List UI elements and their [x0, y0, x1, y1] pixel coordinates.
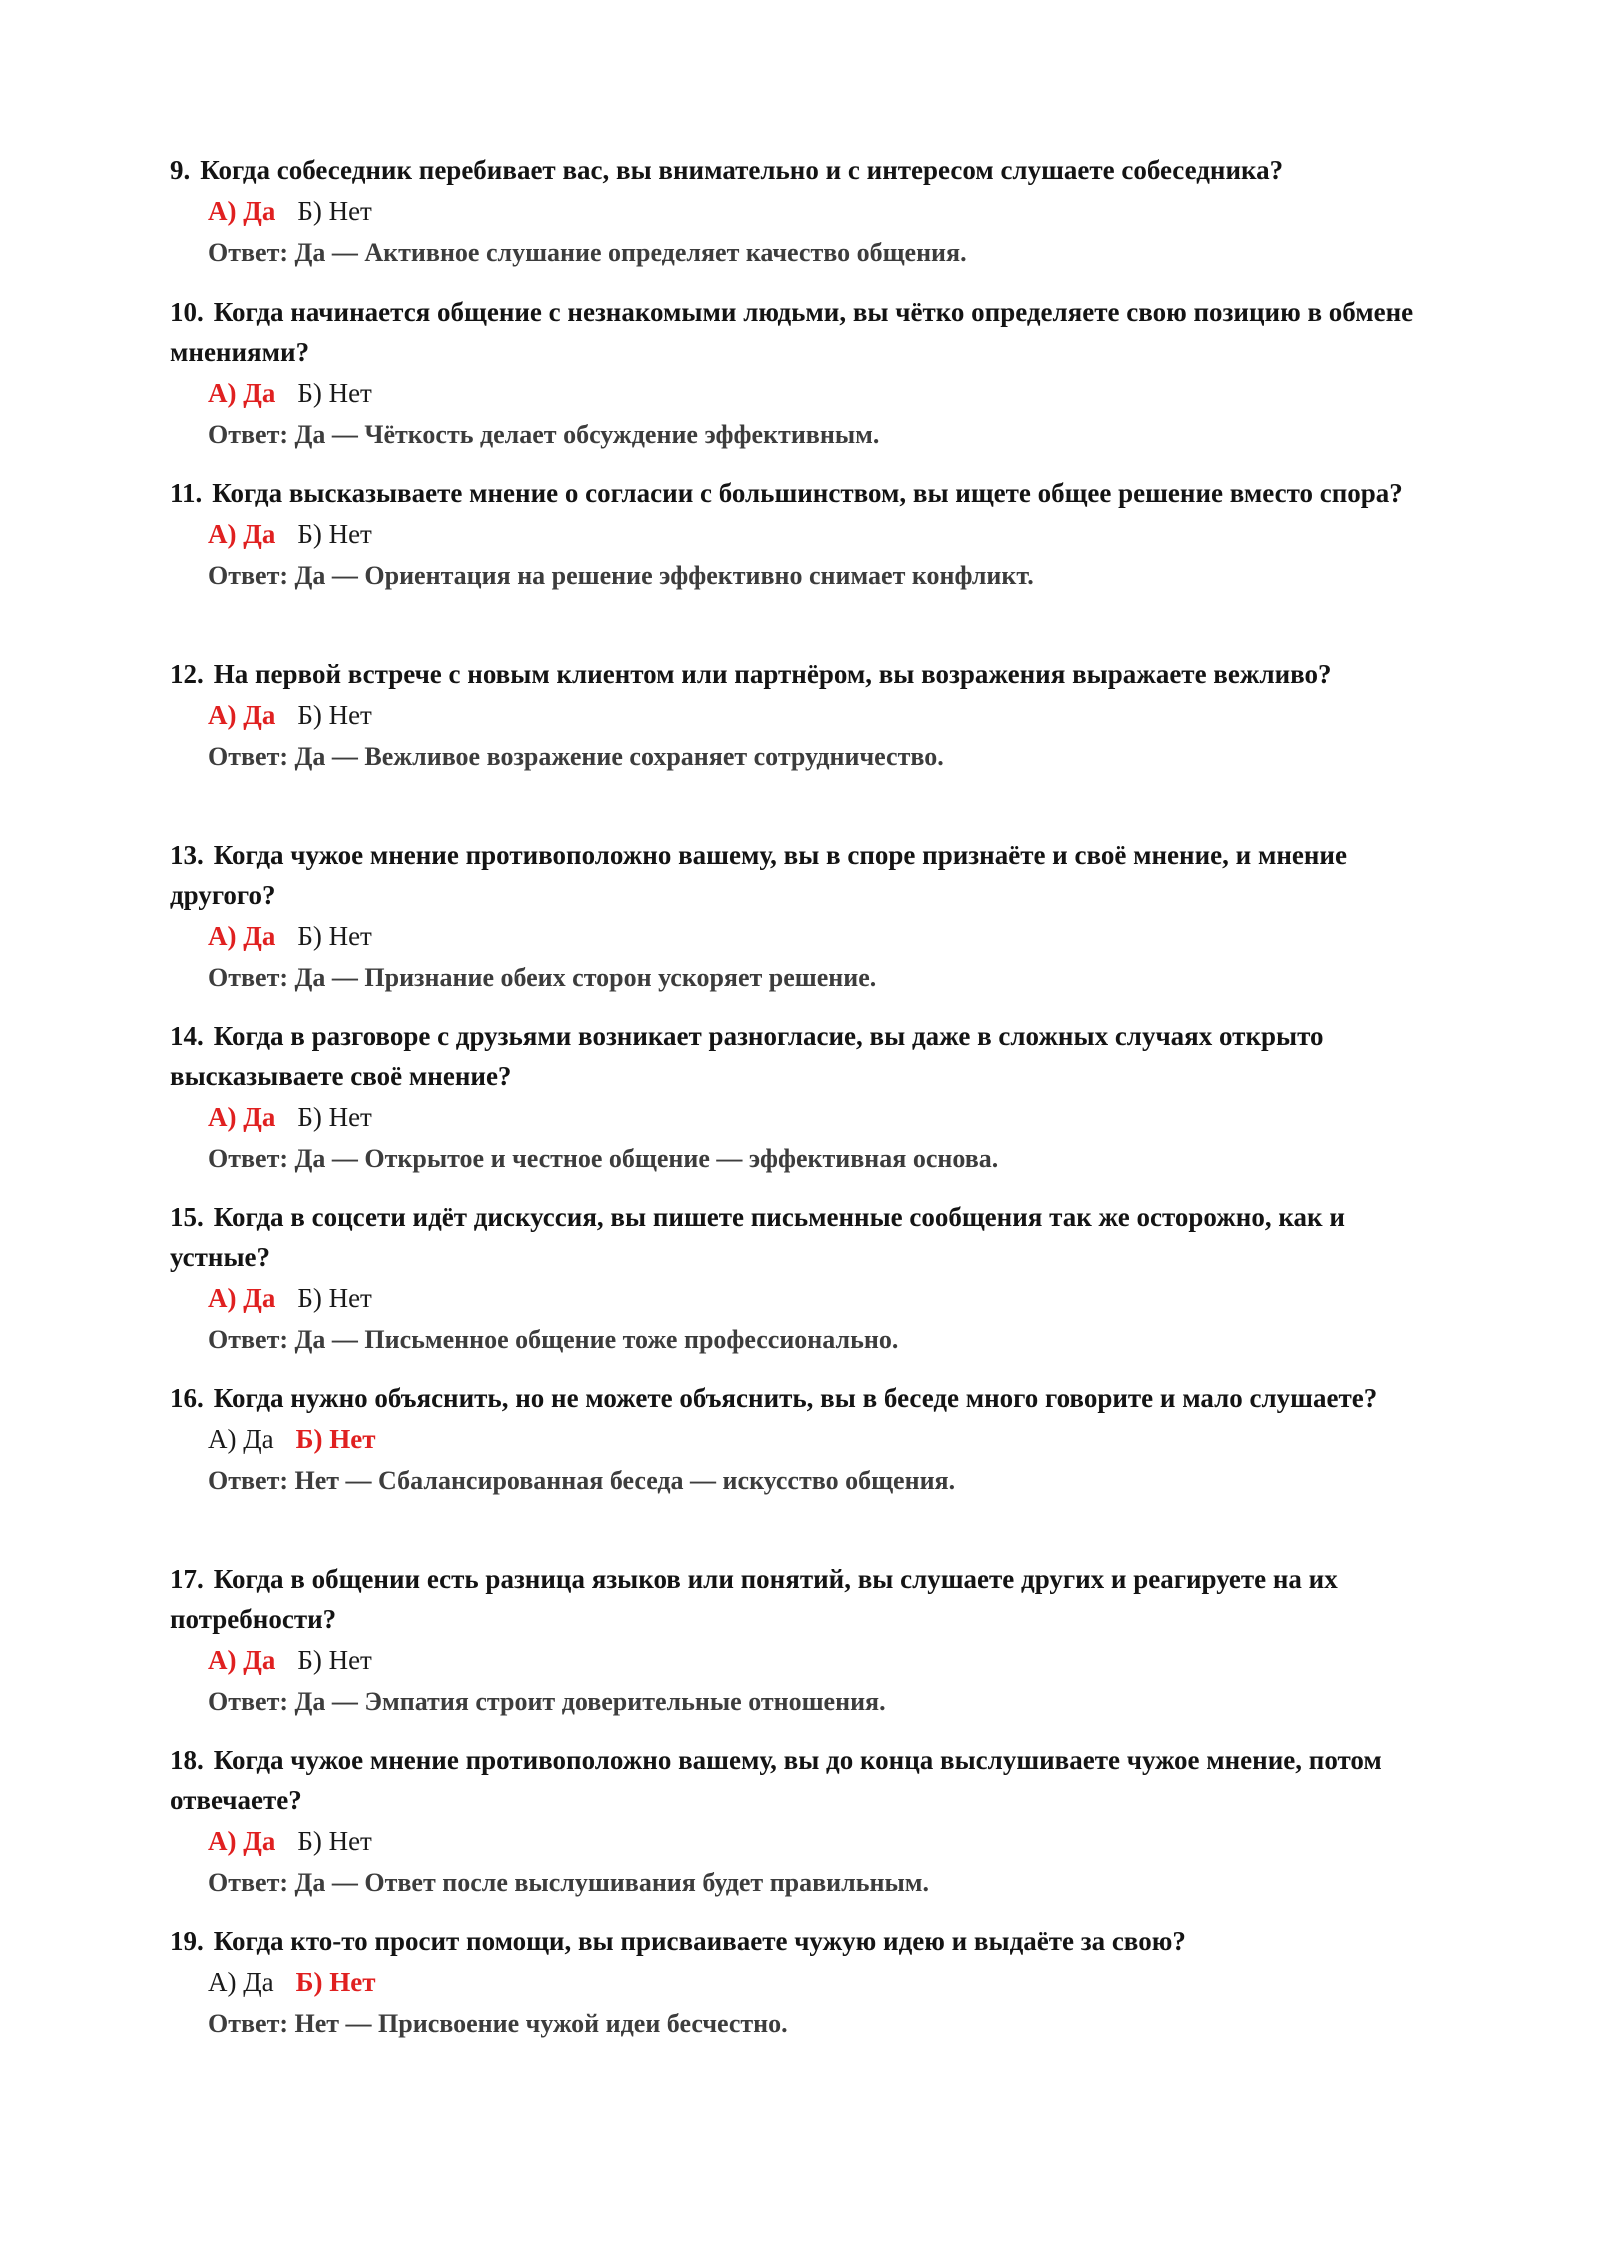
options	[208, 1096, 1450, 1138]
question-text: 13. Когда чужое мнение противоположно вашему, вы в споре признаёте и своё мнение, и мнение другого?	[170, 840, 1347, 910]
question-number: 15.	[170, 1202, 204, 1232]
option-a: А) Да	[208, 519, 276, 549]
question-block-17	[170, 1559, 1450, 1723]
option-b: Б) Нет	[297, 700, 372, 730]
question-number: 14.	[170, 1021, 204, 1051]
option-a: А) Да	[208, 921, 276, 951]
option-b: Б) Нет	[297, 519, 372, 549]
options	[208, 1277, 1450, 1319]
option-a: А) Да	[208, 1826, 276, 1856]
question-text: 11. Когда высказываете мнение о согласии с большинством, вы ищете общее решение вместо спора?	[170, 478, 1403, 508]
options	[208, 190, 1450, 232]
question-number: 10.	[170, 297, 204, 327]
question-block-14	[170, 1016, 1450, 1180]
option-a: А) Да	[208, 196, 276, 226]
options	[208, 372, 1450, 414]
question-text: 18. Когда чужое мнение противоположно вашему, вы до конца выслушиваете чужое мнение, потом отвечаете?	[170, 1745, 1382, 1815]
question-block-11	[170, 473, 1450, 597]
question-text: 14. Когда в разговоре с друзьями возникает разногласие, вы даже в сложных случаях открыто высказываете своё мнение?	[170, 1021, 1324, 1091]
option-b: Б) Нет	[297, 1102, 372, 1132]
question-number: 12.	[170, 659, 204, 689]
answer-explanation: Ответ: Да — Вежливое возражение сохраняет сотрудничество.	[208, 742, 944, 771]
question-text: 15. Когда в соцсети идёт дискуссия, вы пишете письменные сообщения так же осторожно, как и устные?	[170, 1202, 1345, 1272]
question-text: 19. Когда кто-то просит помощи, вы присваиваете чужую идею и выдаёте за свою?	[170, 1926, 1186, 1956]
option-b: Б) Нет	[297, 1645, 372, 1675]
option-b: Б) Нет	[297, 1826, 372, 1856]
option-a: А) Да	[208, 1102, 276, 1132]
option-a: А) Да	[208, 1645, 276, 1675]
option-b: Б) Нет	[297, 921, 372, 951]
answer-explanation: Ответ: Да — Чёткость делает обсуждение эффективным.	[208, 420, 880, 449]
question-block-15	[170, 1197, 1450, 1361]
answer-explanation: Ответ: Да — Активное слушание определяет качество общения.	[208, 238, 967, 267]
question-block-9	[170, 150, 1450, 274]
options	[208, 915, 1450, 957]
question-number: 16.	[170, 1383, 204, 1413]
option-a: А) Да	[208, 1283, 276, 1313]
options	[208, 694, 1450, 736]
question-number: 11.	[170, 478, 203, 508]
option-b: Б) Нет	[297, 378, 372, 408]
answer-explanation: Ответ: Нет — Сбалансированная беседа — искусство общения.	[208, 1466, 956, 1495]
question-text: 12. На первой встрече с новым клиентом или партнёром, вы возражения выражаете вежливо?	[170, 659, 1332, 689]
option-b: Б) Нет	[297, 1283, 372, 1313]
option-b: Б) Нет	[295, 1967, 376, 1997]
options	[208, 1961, 1450, 2003]
options	[208, 513, 1450, 555]
options	[208, 1418, 1450, 1460]
question-block-18	[170, 1740, 1450, 1904]
question-number: 9.	[170, 155, 191, 185]
answer-explanation: Ответ: Нет — Присвоение чужой идеи бесчестно.	[208, 2009, 788, 2038]
question-number: 19.	[170, 1926, 204, 1956]
option-a: А) Да	[208, 378, 276, 408]
option-b: Б) Нет	[295, 1424, 376, 1454]
question-number: 13.	[170, 840, 204, 870]
answer-explanation: Ответ: Да — Эмпатия строит доверительные отношения.	[208, 1687, 886, 1716]
answer-explanation: Ответ: Да — Открытое и честное общение — эффективная основа.	[208, 1144, 999, 1173]
option-a: А) Да	[208, 1967, 274, 1997]
question-text: 9. Когда собеседник перебивает вас, вы внимательно и с интересом слушаете собеседника?	[170, 155, 1284, 185]
question-text: 16. Когда нужно объяснить, но не можете объяснить, вы в беседе много говорите и мало слушаете?	[170, 1383, 1378, 1413]
question-block-12	[170, 654, 1450, 778]
question-number: 18.	[170, 1745, 204, 1775]
question-text: 10. Когда начинается общение с незнакомыми людьми, вы чётко определяете свою позицию в обмене мнениями?	[170, 297, 1414, 367]
options	[208, 1820, 1450, 1862]
answer-explanation: Ответ: Да — Ответ после выслушивания будет правильным.	[208, 1868, 929, 1897]
question-block-13	[170, 835, 1450, 999]
options	[208, 1639, 1450, 1681]
answer-explanation: Ответ: Да — Признание обеих сторон ускоряет решение.	[208, 963, 877, 992]
option-a: А) Да	[208, 700, 276, 730]
option-a: А) Да	[208, 1424, 274, 1454]
question-text: 17. Когда в общении есть разница языков или понятий, вы слушаете других и реагируете на их потребности?	[170, 1564, 1338, 1634]
question-number: 17.	[170, 1564, 204, 1594]
answer-explanation: Ответ: Да — Ориентация на решение эффективно снимает конфликт.	[208, 561, 1034, 590]
answer-explanation: Ответ: Да — Письменное общение тоже профессионально.	[208, 1325, 899, 1354]
option-b: Б) Нет	[297, 196, 372, 226]
question-block-16	[170, 1378, 1450, 1502]
question-block-19	[170, 1921, 1450, 2045]
question-block-10	[170, 292, 1450, 456]
